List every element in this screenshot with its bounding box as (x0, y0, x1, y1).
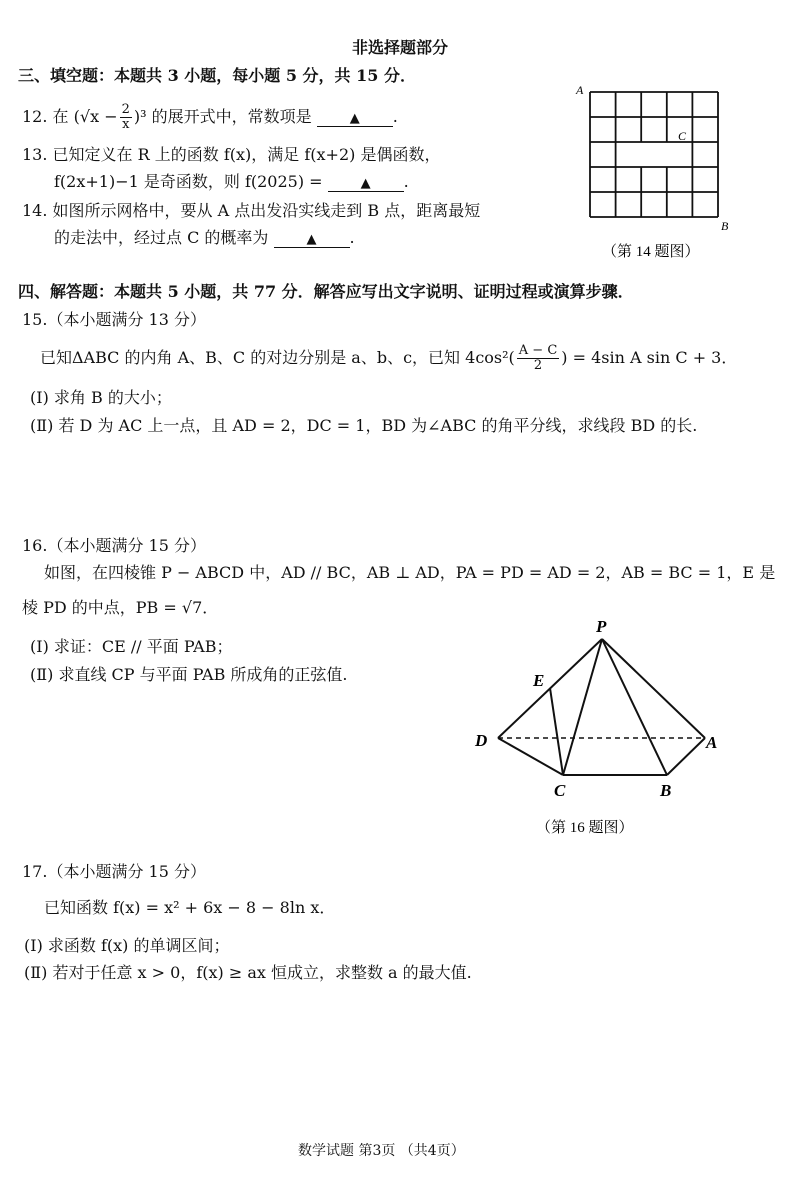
section-4-heading: 四、解答题：本题共 5 小题，共 77 分．解答应写出文字说明、证明过程或演算步骤． (18, 282, 634, 301)
section-3-heading: 三、填空题：本题共 3 小题，每小题 5 分，共 15 分． (18, 66, 416, 85)
pyramid-figure (470, 612, 730, 842)
q14-number: 14. (22, 201, 48, 220)
q12-before: 在 (52, 107, 69, 126)
question-13-line2 (54, 172, 409, 192)
q16-stem1: 如图，在四棱锥 P − ABCD 中，AD // BC，AB ⊥ AD，PA = PD = AD = 2，AB = BC = 1，E 是 (44, 563, 776, 582)
q15-stem-before: 已知ΔABC 的内角 A、B、C 的对边分别是 a、b、c，已知 4cos²( (40, 348, 515, 367)
q12-expr-right: )³ (133, 107, 147, 126)
grid-label-b: B (721, 219, 729, 233)
vertex-p-label: P (596, 617, 607, 636)
pyramid-edges (498, 639, 705, 775)
question-13 (22, 145, 440, 165)
q15-stem (40, 344, 737, 373)
question-14 (22, 201, 480, 221)
q13-answer-blank[interactable]: ▲ (328, 177, 404, 192)
q15-part2: (Ⅱ) 若 D 为 AC 上一点，且 AD = 2，DC = 1，BD 为∠ABC 的角平分线，求线段 BD 的长. (30, 416, 698, 435)
q17-part1: (Ⅰ) 求函数 f(x) 的单调区间； (24, 936, 230, 955)
grid-label-a: A (576, 83, 584, 97)
q15-title: 15.（本小题满分 13 分） (22, 310, 206, 329)
q16-title: 16.（本小题满分 15 分） (22, 536, 206, 555)
q14-end: . (349, 228, 355, 247)
q14-answer-blank[interactable]: ▲ (274, 233, 350, 248)
grid-lines (590, 92, 718, 217)
question-14-line2 (54, 228, 355, 248)
q13-number: 13. (22, 145, 48, 164)
q12-fraction (120, 103, 132, 132)
q12-frac-den: x (122, 117, 130, 132)
q16-stem2: 棱 PD 的中点，PB = √7． (22, 598, 219, 617)
vertex-d-label: D (475, 731, 488, 750)
vertex-e-label: E (533, 671, 545, 690)
question-12 (22, 103, 398, 132)
q17-part2: (Ⅱ) 若对于任意 x > 0，f(x) ≥ ax 恒成立，求整数 a 的最大值. (24, 963, 472, 982)
q15-frac-den: 2 (533, 358, 543, 373)
q15-fraction (517, 344, 560, 373)
q12-expr-left: (√x − (73, 107, 118, 126)
vertex-c-label: C (554, 781, 566, 800)
q13-line2-text: f(2x+1)−1 是奇函数，则 f(2025) = (54, 172, 323, 191)
q14-line1: 如图所示网格中，要从 A 点出发沿实线走到 B 点，距离最短 (52, 201, 481, 220)
page-title: 非选择题部分 (352, 38, 449, 57)
q17-title: 17.（本小题满分 15 分） (22, 862, 206, 881)
pyramid-caption: （第 16 题图） (536, 820, 634, 836)
q15-frac-num: A − C (518, 343, 558, 358)
q15-part1: (Ⅰ) 求角 B 的大小； (30, 388, 172, 407)
q16-part2: (Ⅱ) 求直线 CP 与平面 PAB 所成角的正弦值. (30, 665, 348, 684)
grid-caption: （第 14 题图） (602, 244, 700, 260)
q13-end: . (403, 172, 409, 191)
grid-figure (572, 80, 742, 260)
vertex-b-label: B (660, 781, 672, 800)
q12-after: 的展开式中，常数项是 (151, 107, 312, 126)
page-footer: 数学试题 第3页 （共4页） (298, 1143, 465, 1159)
vertex-a-label: A (706, 733, 718, 752)
q12-answer-blank[interactable]: ▲ (317, 112, 393, 127)
q17-stem: 已知函数 f(x) = x² + 6x − 8 − 8ln x． (44, 898, 336, 917)
q12-end: . (392, 107, 398, 126)
q15-stem-after: ) = 4sin A sin C + 3． (561, 348, 738, 367)
q12-number: 12. (22, 107, 48, 126)
q13-line1: 已知定义在 R 上的函数 f(x)，满足 f(x+2) 是偶函数， (52, 145, 441, 164)
q12-frac-num: 2 (121, 102, 130, 117)
grid-label-c: C (678, 129, 687, 143)
q16-part1: (Ⅰ) 求证：CE // 平面 PAB； (30, 637, 233, 656)
q14-line2-text: 的走法中，经过点 C 的概率为 (54, 228, 269, 247)
